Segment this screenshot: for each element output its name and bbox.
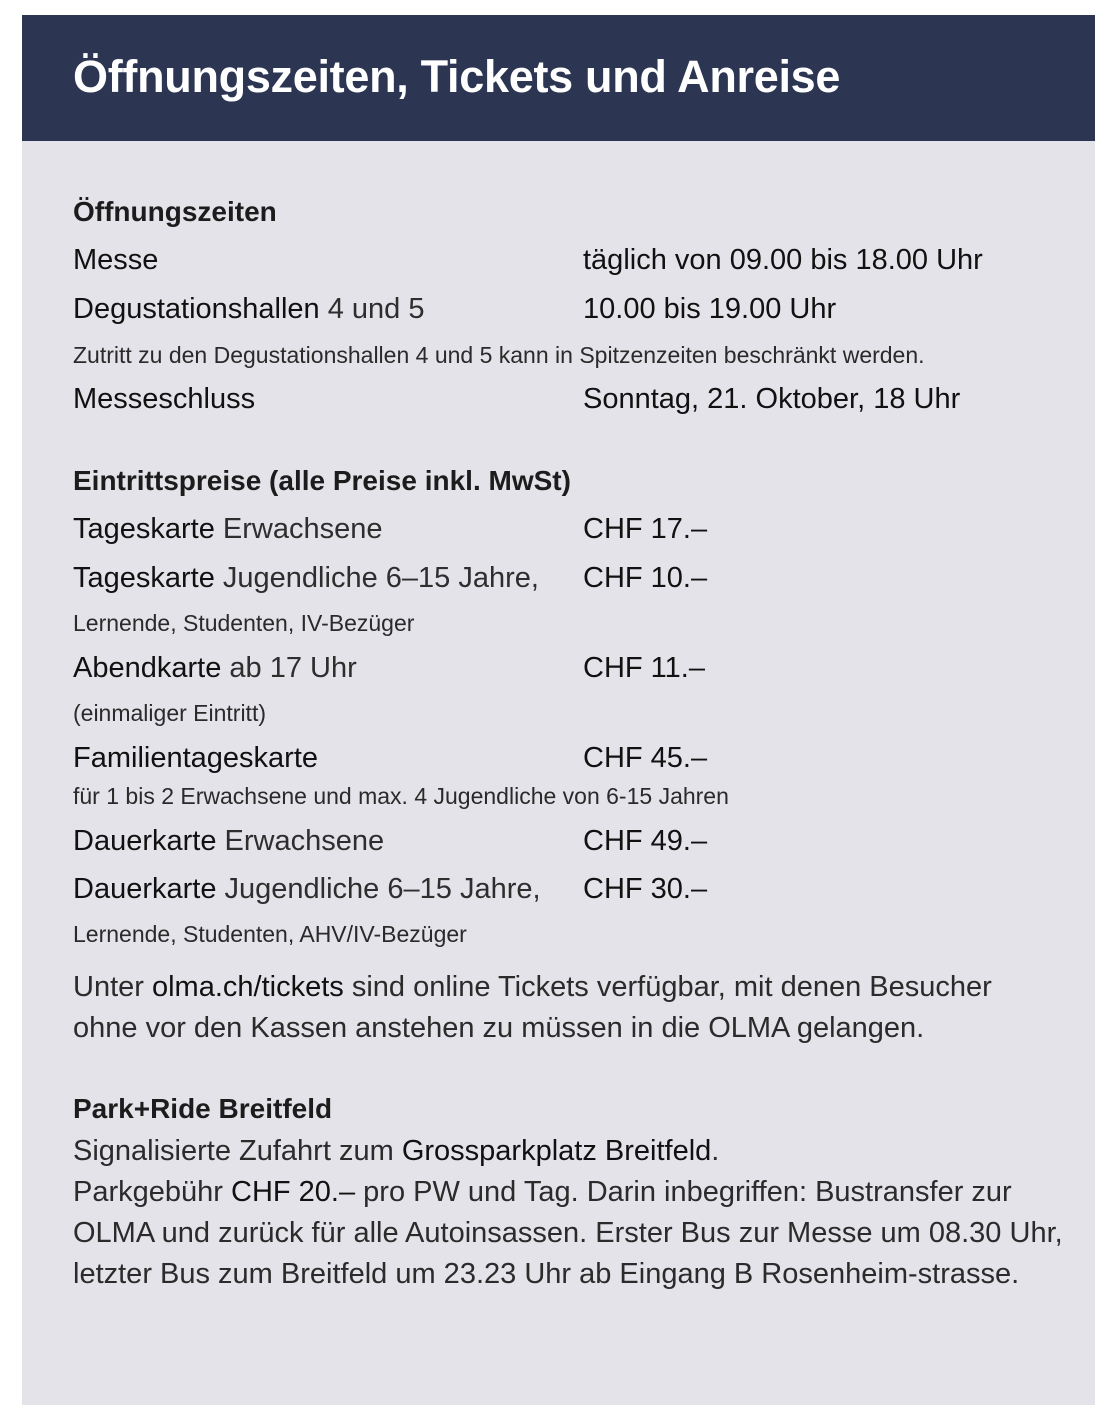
price-row (73, 513, 383, 546)
price-detail: Erwachsene (216, 825, 385, 857)
price-main: Dauerkarte (73, 825, 217, 857)
online-prefix: Unter (73, 971, 152, 1003)
online-tickets-link[interactable]: olma.ch/tickets (151, 971, 344, 1003)
info-card (22, 15, 1095, 1405)
price-row (73, 652, 357, 685)
price-value: CHF 11.– (583, 652, 705, 684)
price-main: Tageskarte (73, 562, 215, 594)
parking-line2-prefix: Parkgebühr (73, 1176, 231, 1208)
hours-heading: Öffnungszeiten (73, 196, 277, 227)
price-main: Familientageskarte (73, 742, 318, 774)
price-value: CHF 10.– (583, 562, 708, 594)
online-tickets-text (73, 967, 1063, 1049)
price-main: Abendkarte (73, 652, 222, 684)
messe-label: Messe (73, 244, 159, 276)
price-value: CHF 49.– (583, 825, 708, 857)
degu-label-line (73, 293, 425, 326)
degu-label: Degustationshallen (73, 293, 320, 325)
page-title: Öffnungszeiten, Tickets und Anreise (73, 51, 841, 102)
price-main: Tageskarte (73, 513, 215, 545)
price-value: CHF 30.– (583, 873, 708, 905)
price-detail: ab 17 Uhr (221, 652, 357, 684)
parking-line1-suffix: . (711, 1135, 720, 1167)
parking-heading: Park+Ride Breitfeld (73, 1093, 333, 1124)
price-row (73, 562, 539, 595)
parking-line1-prefix: Signalisierte Zufahrt zum (73, 1135, 402, 1167)
price-row (73, 825, 384, 858)
price-sub: Lernende, Studenten, IV-Bezüger (73, 610, 415, 636)
degu-note: Zutritt zu den Degustationshallen 4 und 5 kann in Spitzenzeiten beschränkt werden. (73, 342, 925, 368)
parking-text (73, 1131, 1063, 1295)
degu-value: 10.00 bis 19.00 Uhr (583, 293, 837, 325)
price-value: CHF 17.– (583, 513, 708, 545)
price-sub: für 1 bis 2 Erwachsene und max. 4 Jugendliche von 6-15 Jahren (73, 783, 729, 809)
price-value: CHF 45.– (583, 742, 708, 774)
parking-line1-bold: Grossparkplatz Breitfeld (401, 1135, 712, 1167)
parking-fee: CHF 20.– (231, 1176, 356, 1208)
prices-heading: Eintrittspreise (alle Preise inkl. MwSt) (73, 465, 571, 496)
price-detail: Jugendliche 6–15 Jahre, (214, 562, 539, 594)
degu-label-suffix: 4 und 5 (319, 293, 425, 325)
close-label: Messeschluss (73, 383, 256, 415)
price-sub: (einmaliger Eintritt) (73, 700, 266, 726)
messe-value: täglich von 09.00 bis 18.00 Uhr (583, 244, 983, 276)
parking-line2-suffix: pro PW und Tag. Darin inbegriffen: Bustransfer zur OLMA und zurück für alle Autoinsassen. Erster Bus zur Messe um 08.30 Uhr, letzter Bus zum Breitfeld um 23.23 Uhr ab Eingang B Rosenheim-strasse. (73, 1176, 1063, 1290)
title-banner (22, 15, 1095, 141)
price-sub: Lernende, Studenten, AHV/IV-Bezüger (73, 921, 467, 947)
price-detail: Erwachsene (214, 513, 383, 545)
price-main: Dauerkarte (73, 873, 217, 905)
price-row (73, 742, 318, 775)
price-row (73, 873, 541, 906)
close-value: Sonntag, 21. Oktober, 18 Uhr (583, 383, 961, 415)
price-detail: Jugendliche 6–15 Jahre, (216, 873, 541, 905)
online-suffix: sind online Tickets verfügbar, mit denen Besucher ohne vor den Kassen anstehen zu müssen in die OLMA gelangen. (73, 971, 992, 1044)
